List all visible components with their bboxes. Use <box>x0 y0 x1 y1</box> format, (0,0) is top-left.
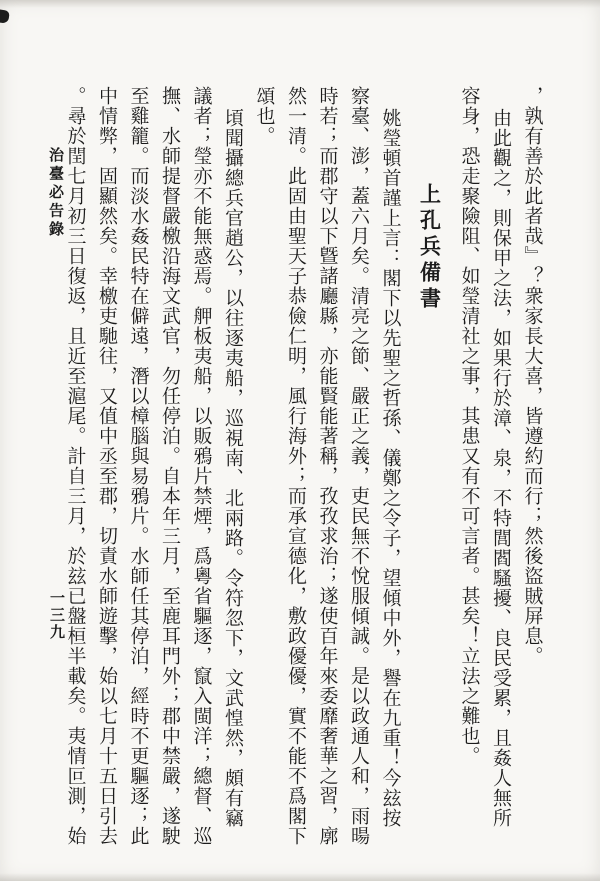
text-column: 至雞籠。而淡水姦民特在僻遠，潛以樟腦與易鴉片。水師任其停泊，經時不更驅逐；此 <box>127 86 150 846</box>
scan-edge-shadow-bottom <box>0 873 600 881</box>
page-number: 一三九 <box>48 590 66 641</box>
scan-artifact-mark <box>0 9 10 24</box>
text-column: 察臺、澎，蓋六月矣。清亮之節、嚴正之義，吏民無不悅服傾誠。是以政通人和，雨暘 <box>348 86 370 846</box>
running-book-title: 治臺必告錄 <box>47 147 65 240</box>
text-column: 頃聞攝總兵官趙公，以往逐夷船，巡視南、北兩路。令符忽下，文武惶然，頗有竊 <box>222 108 244 828</box>
text-column: 由此觀之，則保甲之法，如果行於漳、泉，不特閭閻騷擾、良民受累，且姦人無所 <box>490 108 512 828</box>
text-column: 。尋於閏七月初三日復返，且近至滬尾。計自三月，於玆已盤桓半載矣。夷情叵測，始 <box>64 86 87 846</box>
text-column: ，孰有善於此者哉』？衆家長大喜，皆遵約而行；然後盜賊屏息。 <box>521 86 544 666</box>
text-column: 容身，恐走聚險阻、如瑩清社之事，其患又有不可言者。甚矣！立法之難也。 <box>458 86 481 766</box>
scan-edge-shadow-top <box>0 0 600 8</box>
text-column: 議者；瑩亦不能無惑焉。舺板夷船，以販鴉片禁煙，爲粵省驅逐，竄入閩洋；總督、巡 <box>190 86 213 846</box>
section-title: 上孔兵備書 <box>417 183 443 313</box>
text-column: 撫、水師提督嚴檄沿海文武官，勿任停泊。自本年三月，至鹿耳門外；郡中禁嚴，遂駛 <box>159 86 181 846</box>
text-column: 然一清。此固由聖天子恭儉仁明，風行海外；而承宣德化，敷政優優，實不能不爲閣下 <box>285 86 307 846</box>
text-column: 時若；而郡守以下曁諸廳縣，亦能賢能著稱，孜孜求治；遂使百年來委靡奢華之習，廓 <box>316 86 339 846</box>
text-column: 姚瑩頓首謹上言：閣下以先聖之哲孫、儀鄭之令子，望傾中外，譽在九重！今玆按 <box>379 108 402 828</box>
text-column: 頌也。 <box>253 86 276 146</box>
text-body <box>59 86 548 846</box>
text-column: 中情弊，固顯然矣。幸檄吏馳往，又值中丞至郡，切責水師遊擊，始以七月十五日引去 <box>96 86 118 846</box>
